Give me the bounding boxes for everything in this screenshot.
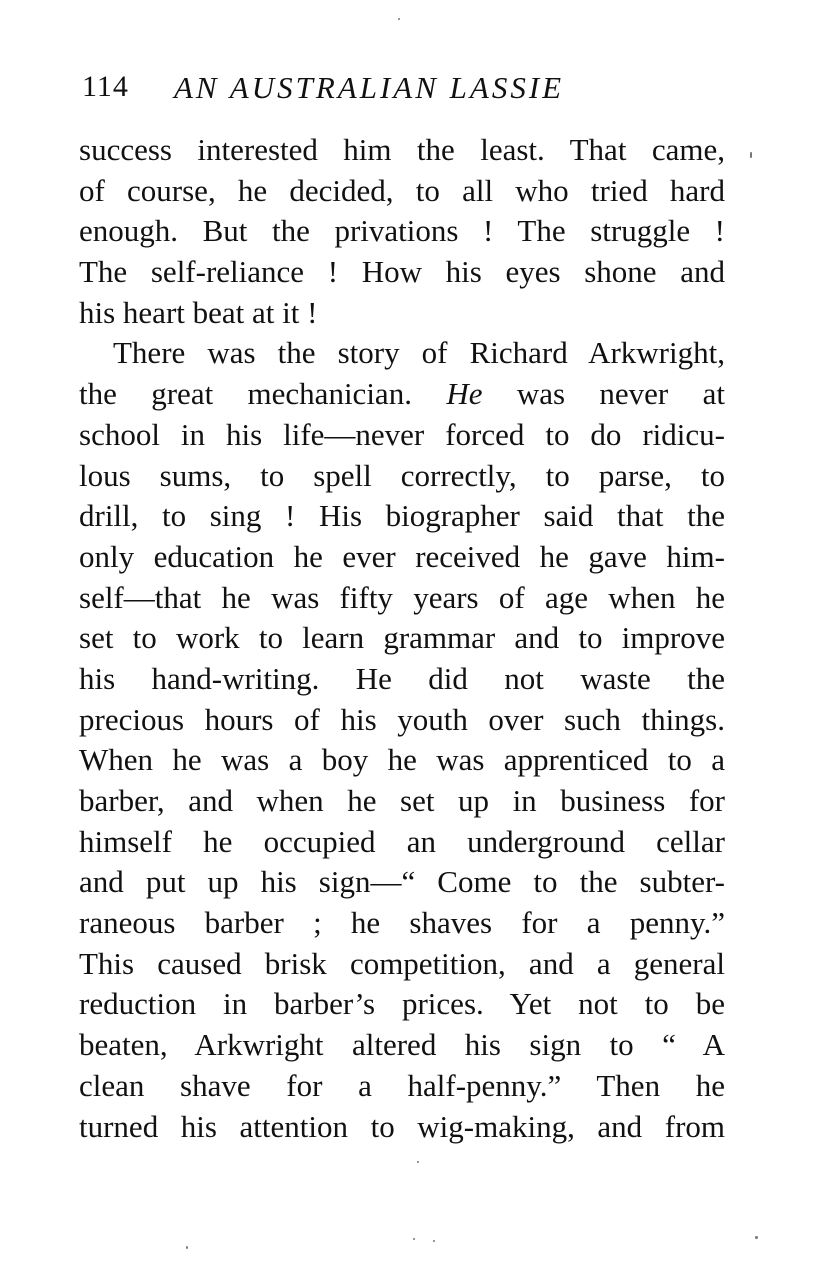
text-line: and put up his sign—“ Come to the subter- <box>79 864 725 900</box>
text-line: set to work to learn grammar and to improve <box>79 620 725 656</box>
running-header <box>82 66 722 114</box>
text-line: The self-reliance ! How his eyes shone and <box>79 254 725 290</box>
scan-speck <box>398 18 400 20</box>
text-line: This caused brisk competition, and a general <box>79 945 725 981</box>
text-line: lous sums, to spell correctly, to parse, to <box>79 457 725 493</box>
text-line: success interested him the least. That came, <box>79 132 725 167</box>
text-line: raneous barber ; he shaves for a penny.” <box>79 905 725 941</box>
text-line: only education he ever received he gave him- <box>79 538 725 574</box>
text-line: clean shave for a half-penny.” Then he <box>79 1067 725 1103</box>
text-line: self—that he was fifty years of age when he <box>79 579 725 615</box>
text-line: of course, he decided, to all who tried hard <box>79 172 725 208</box>
text-line: his hand-writing. He did not waste the <box>79 660 725 696</box>
text-line: school in his life—never forced to do ridicu- <box>79 416 725 452</box>
emphasized-word: He <box>446 376 483 412</box>
running-title: AN AUSTRALIAN LASSIE <box>174 70 565 105</box>
text-line: himself he occupied an underground cellar <box>79 823 725 859</box>
text-line: his heart beat at it ! <box>79 294 318 330</box>
scan-speck <box>413 1238 415 1240</box>
text-line: turned his attention to wig-making, and from <box>79 1108 725 1144</box>
text-line: beaten, Arkwright altered his sign to “ A <box>79 1027 725 1063</box>
text-line: reduction in barber’s prices. Yet not to be <box>79 986 725 1022</box>
scan-speck <box>186 1246 188 1249</box>
body-text <box>79 130 725 1147</box>
text-fragment: was never at <box>482 376 725 412</box>
page-number: 114 <box>82 70 129 103</box>
text-line: When he was a boy he was apprenticed to a <box>79 742 725 778</box>
scan-speck <box>433 1240 435 1242</box>
text-line-with-emphasis <box>79 374 725 415</box>
scan-speck <box>750 152 752 158</box>
text-line: enough. But the privations ! The struggle ! <box>79 213 725 249</box>
text-line: drill, to sing ! His biographer said that the <box>79 498 725 534</box>
scan-speck <box>755 1236 758 1239</box>
paragraph-first-line: There was the story of Richard Arkwright, <box>113 335 725 371</box>
text-line: barber, and when he set up in business for <box>79 783 725 818</box>
text-line: precious hours of his youth over such things. <box>79 701 725 737</box>
text-fragment: the great mechanician. <box>79 376 447 412</box>
scan-speck <box>417 1161 419 1163</box>
